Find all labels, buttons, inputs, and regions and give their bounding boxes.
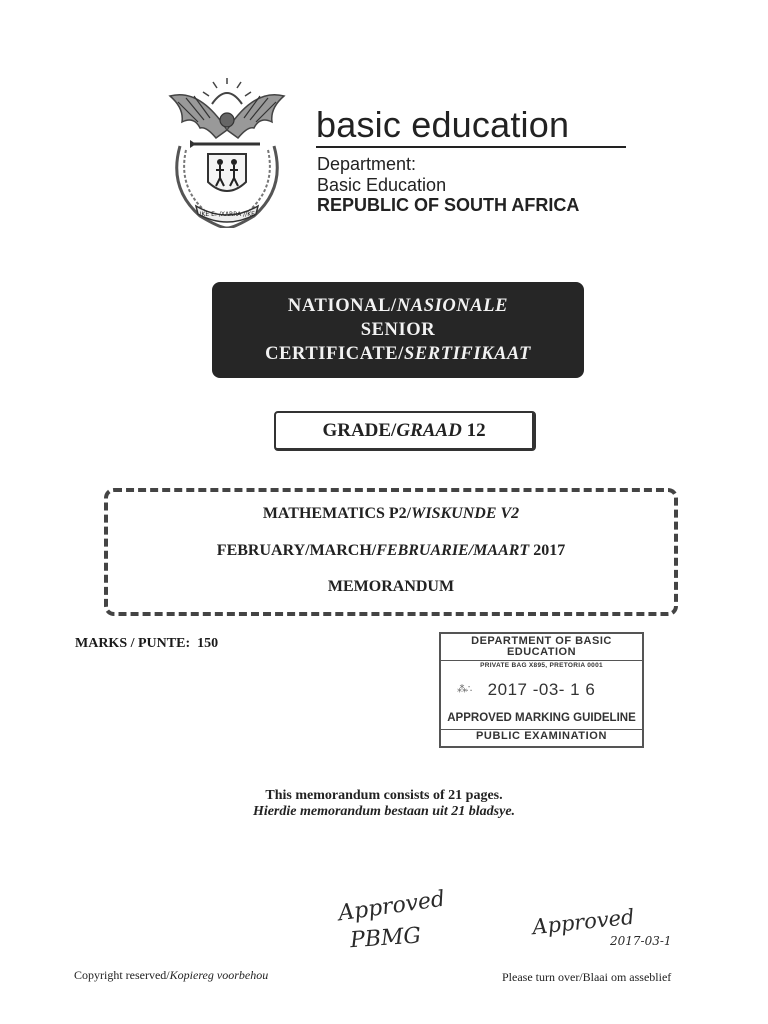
brand-title: basic education: [316, 104, 570, 145]
pages-note-afrikaans: Hierdie memorandum bestaan uit 21 bladsye.: [252, 804, 516, 819]
certificate-line-2: SENIOR: [360, 320, 436, 340]
turn-over-notice: Please turn over/Blaai om asseblief: [502, 970, 672, 984]
certificate-line-1: NATIONAL/NASIONALE: [287, 296, 509, 316]
svg-text:!KE E: /XARRA //KE: !KE E: /XARRA //KE: [199, 211, 255, 218]
document-type: MEMORANDUM: [327, 578, 455, 595]
stamp-approved-label: APPROVED MARKING GUIDELINE: [447, 712, 636, 724]
stamp-heading: DEPARTMENT OF BASIC EDUCATION: [471, 635, 612, 658]
certificate-banner: [212, 282, 584, 378]
total-marks: MARKS / PUNTE: 150: [75, 636, 219, 651]
left-signature: Approved PBMG: [336, 886, 447, 954]
stamp-date: 2017 -03- 1 6: [487, 680, 596, 699]
approval-stamp: [439, 632, 644, 748]
exam-session: FEBRUARY/MARCH/FEBRUARIE/MAART 2017: [216, 542, 566, 559]
department-label: Department:: [317, 154, 417, 174]
department-name: Basic Education: [317, 175, 447, 195]
stamp-address: PRIVATE BAG X895, PRETORIA 0001: [480, 662, 603, 669]
certificate-line-3: CERTIFICATE/SERTIFIKAAT: [265, 344, 531, 364]
coat-of-arms-logo: [160, 78, 295, 228]
pages-note-english: This memorandum consists of 21 pages.: [265, 788, 503, 803]
stamp-smudge-icon: ⁂∴: [457, 684, 472, 695]
stamp-exam-label: PUBLIC EXAMINATION: [476, 730, 607, 742]
brand-underline: [316, 146, 626, 148]
right-signature: Approved 2017-03-1: [531, 904, 672, 948]
country-name: REPUBLIC OF SOUTH AFRICA: [317, 195, 580, 215]
stamp-divider: [441, 660, 642, 661]
grade-box: GRADE/ GRAAD 12: [274, 411, 536, 451]
copyright-notice: Copyright reserved/Kopiereg voorbehou: [74, 968, 269, 982]
subject-title: MATHEMATICS P2/WISKUNDE V2: [262, 505, 520, 522]
